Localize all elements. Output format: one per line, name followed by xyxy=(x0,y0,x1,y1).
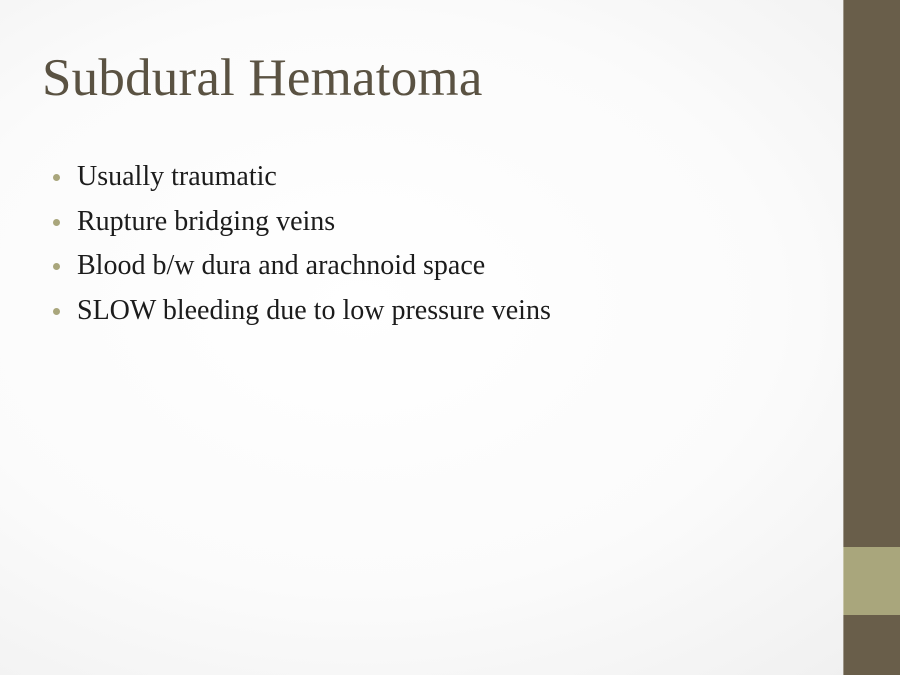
bullet-item xyxy=(52,289,551,334)
bullet-item xyxy=(52,200,551,245)
bullet-text: Usually traumatic xyxy=(77,161,277,192)
slide-title: Subdural Hematoma xyxy=(42,49,483,107)
sidebar-band-accent xyxy=(843,547,900,615)
bullet-dot-icon xyxy=(53,219,60,226)
sidebar-band-bottom xyxy=(843,615,900,675)
bullet-text: Rupture bridging veins xyxy=(77,205,336,237)
bullet-item xyxy=(52,244,551,289)
bullet-item xyxy=(52,155,551,200)
bullet-dot-icon xyxy=(53,174,60,181)
sidebar-band-top xyxy=(843,0,900,547)
bullet-dot-icon xyxy=(53,263,60,270)
bullet-dot-icon xyxy=(53,308,60,315)
sidebar-edge xyxy=(843,0,844,675)
bullet-text: Blood b/w dura and arachnoid space xyxy=(77,250,486,281)
bullet-text: SLOW bleeding due to low pressure veins xyxy=(77,294,551,326)
decorative-sidebar xyxy=(843,0,900,675)
bullet-list xyxy=(52,155,551,333)
